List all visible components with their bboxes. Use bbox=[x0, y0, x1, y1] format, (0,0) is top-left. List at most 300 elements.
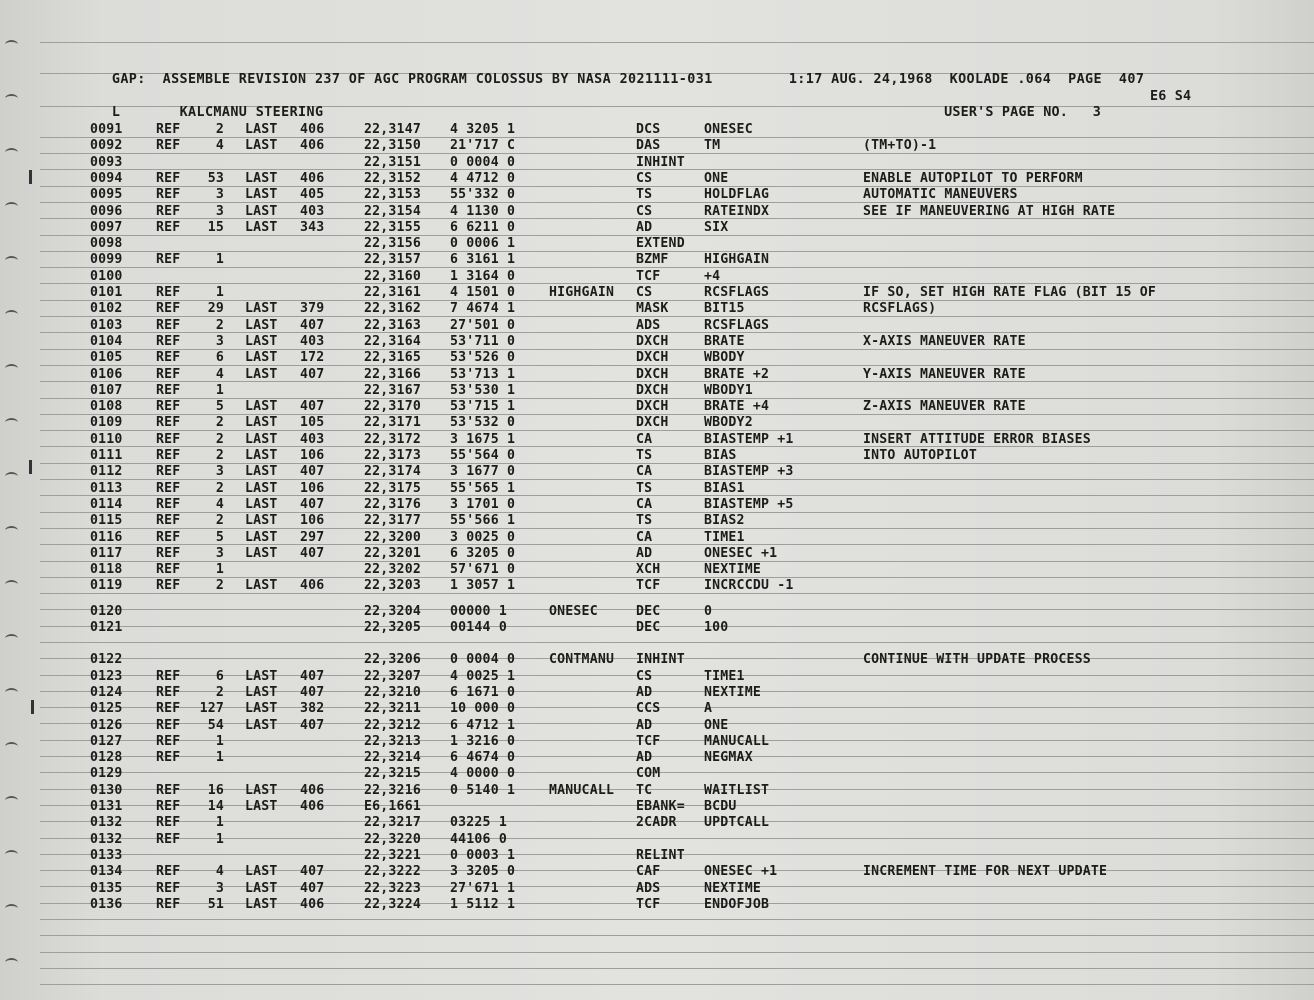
ref-count: 2 bbox=[215, 318, 224, 333]
address: 22,3161 bbox=[364, 285, 421, 300]
octal-word: 3 3205 0 bbox=[450, 864, 516, 879]
opcode: XCH bbox=[636, 562, 661, 577]
ref-keyword: REF bbox=[156, 350, 181, 365]
seq-number: 0113 bbox=[90, 481, 123, 496]
ref-count: 1 bbox=[215, 252, 224, 267]
octal-word: 4 3205 1 bbox=[450, 122, 516, 137]
address: 22,3221 bbox=[364, 848, 421, 863]
ref-keyword: REF bbox=[156, 864, 181, 879]
address: 22,3215 bbox=[364, 766, 421, 781]
last-keyword: LAST bbox=[245, 448, 278, 463]
seq-number: 0128 bbox=[90, 750, 123, 765]
ref-count: 54 bbox=[207, 718, 224, 733]
opcode: CS bbox=[636, 204, 653, 219]
seq-number: 0096 bbox=[90, 204, 123, 219]
ref-keyword: REF bbox=[156, 138, 181, 153]
ref-keyword: REF bbox=[156, 432, 181, 447]
ref-keyword: REF bbox=[156, 897, 181, 912]
address: E6,1661 bbox=[364, 799, 421, 814]
last-keyword: LAST bbox=[245, 530, 278, 545]
seq-number: 0103 bbox=[90, 318, 123, 333]
symbol-label: CONTMANU bbox=[549, 652, 615, 667]
ruled-line bbox=[40, 984, 1314, 985]
seq-number: 0104 bbox=[90, 334, 123, 349]
seq-number: 0117 bbox=[90, 546, 123, 561]
opcode: CA bbox=[636, 497, 653, 512]
last-page: 382 bbox=[300, 701, 325, 716]
ruled-line bbox=[40, 707, 1314, 708]
opcode: DXCH bbox=[636, 383, 669, 398]
opcode: DEC bbox=[636, 604, 661, 619]
opcode: TCF bbox=[636, 897, 661, 912]
address: 22,3223 bbox=[364, 881, 421, 896]
operand: BCDU bbox=[704, 799, 737, 814]
ruled-line bbox=[40, 349, 1314, 350]
last-page: 407 bbox=[300, 864, 325, 879]
ref-keyword: REF bbox=[156, 578, 181, 593]
operand: ONE bbox=[704, 171, 729, 186]
last-keyword: LAST bbox=[245, 122, 278, 137]
opcode: CA bbox=[636, 432, 653, 447]
operand: ONESEC bbox=[704, 122, 753, 137]
address: 22,3167 bbox=[364, 383, 421, 398]
ref-count: 15 bbox=[207, 220, 224, 235]
ruled-line bbox=[40, 691, 1314, 692]
comment: Z-AXIS MANEUVER RATE bbox=[863, 399, 1026, 414]
address: 22,3156 bbox=[364, 236, 421, 251]
operand: TM bbox=[704, 138, 721, 153]
last-keyword: LAST bbox=[245, 432, 278, 447]
opcode: DXCH bbox=[636, 415, 669, 430]
octal-word: 27'671 1 bbox=[450, 881, 516, 896]
octal-word: 53'532 0 bbox=[450, 415, 516, 430]
ruled-line bbox=[40, 365, 1314, 366]
seq-number: 0102 bbox=[90, 301, 123, 316]
seq-number: 0112 bbox=[90, 464, 123, 479]
ref-keyword: REF bbox=[156, 301, 181, 316]
opcode: TS bbox=[636, 448, 653, 463]
seq-number: 0119 bbox=[90, 578, 123, 593]
ref-keyword: REF bbox=[156, 122, 181, 137]
operand: BIASTEMP +1 bbox=[704, 432, 794, 447]
operand: WBODY2 bbox=[704, 415, 753, 430]
comment: INCREMENT TIME FOR NEXT UPDATE bbox=[863, 864, 1108, 879]
address: 22,3157 bbox=[364, 252, 421, 267]
address: 22,3175 bbox=[364, 481, 421, 496]
opcode: CCS bbox=[636, 701, 661, 716]
page-number: 407 bbox=[1118, 72, 1145, 87]
address: 22,3152 bbox=[364, 171, 421, 186]
last-page: 172 bbox=[300, 350, 325, 365]
ref-keyword: REF bbox=[156, 815, 181, 830]
binder-hole bbox=[5, 40, 18, 49]
ref-count: 3 bbox=[215, 334, 224, 349]
ref-count: 5 bbox=[215, 530, 224, 545]
ref-count: 2 bbox=[215, 122, 224, 137]
address: 22,3170 bbox=[364, 399, 421, 414]
address: 22,3213 bbox=[364, 734, 421, 749]
last-keyword: LAST bbox=[245, 334, 278, 349]
binder-hole bbox=[5, 526, 18, 535]
ruled-line bbox=[40, 740, 1314, 741]
address: 22,3200 bbox=[364, 530, 421, 545]
binder-hole bbox=[5, 364, 18, 373]
last-keyword: LAST bbox=[245, 301, 278, 316]
ref-count: 1 bbox=[215, 832, 224, 847]
octal-word: 4 4712 0 bbox=[450, 171, 516, 186]
last-page: 407 bbox=[300, 669, 325, 684]
opcode: TS bbox=[636, 481, 653, 496]
ruled-line bbox=[40, 137, 1314, 138]
operand: ONESEC +1 bbox=[704, 864, 778, 879]
operand: BIAS bbox=[704, 448, 737, 463]
address: 22,3217 bbox=[364, 815, 421, 830]
operand: NEGMAX bbox=[704, 750, 753, 765]
operand: +4 bbox=[704, 269, 721, 284]
octal-word: 1 3164 0 bbox=[450, 269, 516, 284]
opcode: TS bbox=[636, 187, 653, 202]
ruled-line bbox=[40, 430, 1314, 431]
address: 22,3164 bbox=[364, 334, 421, 349]
operand: NEXTIME bbox=[704, 562, 761, 577]
ruled-line bbox=[40, 414, 1314, 415]
seq-number: 0131 bbox=[90, 799, 123, 814]
ruled-line bbox=[40, 544, 1314, 545]
operand: BIAS2 bbox=[704, 513, 745, 528]
last-page: 407 bbox=[300, 367, 325, 382]
address: 22,3163 bbox=[364, 318, 421, 333]
ref-keyword: REF bbox=[156, 799, 181, 814]
ruled-line bbox=[40, 675, 1314, 676]
ruled-line bbox=[40, 968, 1314, 969]
ref-count: 2 bbox=[215, 513, 224, 528]
address: 22,3165 bbox=[364, 350, 421, 365]
address: 22,3216 bbox=[364, 783, 421, 798]
octal-word: 4 1130 0 bbox=[450, 204, 516, 219]
ruled-line bbox=[40, 609, 1314, 610]
opcode: ADS bbox=[636, 881, 661, 896]
ruled-line bbox=[40, 186, 1314, 187]
ruled-line bbox=[40, 593, 1314, 594]
ref-count: 2 bbox=[215, 415, 224, 430]
octal-word: 0 5140 1 bbox=[450, 783, 516, 798]
binder-hole bbox=[5, 148, 18, 157]
octal-word: 3 1677 0 bbox=[450, 464, 516, 479]
last-keyword: LAST bbox=[245, 685, 278, 700]
opcode: AD bbox=[636, 718, 653, 733]
ref-keyword: REF bbox=[156, 481, 181, 496]
seq-number: 0132 bbox=[90, 832, 123, 847]
opcode: AD bbox=[636, 685, 653, 700]
seq-number: 0093 bbox=[90, 155, 123, 170]
octal-word: 1 3057 1 bbox=[450, 578, 516, 593]
octal-word: 0 0004 0 bbox=[450, 155, 516, 170]
line-prefix: L bbox=[111, 105, 121, 120]
last-page: 403 bbox=[300, 204, 325, 219]
ref-keyword: REF bbox=[156, 685, 181, 700]
seq-number: 0134 bbox=[90, 864, 123, 879]
assembler-name: KOOLADE .064 bbox=[949, 72, 1052, 87]
operand: ONESEC +1 bbox=[704, 546, 778, 561]
ruled-line bbox=[40, 838, 1314, 839]
ref-keyword: REF bbox=[156, 783, 181, 798]
opcode: AD bbox=[636, 220, 653, 235]
address: 22,3172 bbox=[364, 432, 421, 447]
last-page: 407 bbox=[300, 718, 325, 733]
last-keyword: LAST bbox=[245, 881, 278, 896]
comment: (TM+TO)-1 bbox=[863, 138, 937, 153]
binder-hole bbox=[5, 904, 18, 913]
binder-hole bbox=[5, 202, 18, 211]
ref-count: 51 bbox=[207, 897, 224, 912]
address: 22,3203 bbox=[364, 578, 421, 593]
ref-count: 4 bbox=[215, 138, 224, 153]
program-title: GAP: ASSEMBLE REVISION 237 OF AGC PROGRAM COLOSSUS BY NASA 2021111-031 bbox=[111, 72, 713, 87]
octal-word: 27'501 0 bbox=[450, 318, 516, 333]
operand: 0 bbox=[704, 604, 713, 619]
operand: RCSFLAGS bbox=[704, 285, 770, 300]
ruled-line bbox=[40, 332, 1314, 333]
last-keyword: LAST bbox=[245, 318, 278, 333]
last-keyword: LAST bbox=[245, 204, 278, 219]
address: 22,3155 bbox=[364, 220, 421, 235]
seq-number: 0108 bbox=[90, 399, 123, 414]
user-page-info bbox=[911, 89, 1101, 137]
operand: BIAS1 bbox=[704, 481, 745, 496]
symbol-label: MANUCALL bbox=[549, 783, 615, 798]
address: 22,3162 bbox=[364, 301, 421, 316]
octal-word: 03225 1 bbox=[450, 815, 507, 830]
binder-hole bbox=[5, 580, 18, 589]
ruled-line bbox=[40, 218, 1314, 219]
octal-word: 6 4712 1 bbox=[450, 718, 516, 733]
operand: INCRCCDU -1 bbox=[704, 578, 794, 593]
address: 22,3171 bbox=[364, 415, 421, 430]
comment: CONTINUE WITH UPDATE PROCESS bbox=[863, 652, 1091, 667]
ref-keyword: REF bbox=[156, 367, 181, 382]
seq-number: 0121 bbox=[90, 620, 123, 635]
seq-number: 0107 bbox=[90, 383, 123, 398]
opcode: INHINT bbox=[636, 652, 685, 667]
seq-number: 0136 bbox=[90, 897, 123, 912]
opcode: DCS bbox=[636, 122, 661, 137]
octal-word: 53'713 1 bbox=[450, 367, 516, 382]
operand: NEXTIME bbox=[704, 685, 761, 700]
ref-keyword: REF bbox=[156, 881, 181, 896]
ref-count: 3 bbox=[215, 204, 224, 219]
address: 22,3174 bbox=[364, 464, 421, 479]
seq-number: 0120 bbox=[90, 604, 123, 619]
seq-number: 0124 bbox=[90, 685, 123, 700]
opcode: TCF bbox=[636, 578, 661, 593]
ref-keyword: REF bbox=[156, 513, 181, 528]
last-page: 407 bbox=[300, 464, 325, 479]
address: 22,3151 bbox=[364, 155, 421, 170]
octal-word: 7 4674 1 bbox=[450, 301, 516, 316]
opcode: 2CADR bbox=[636, 815, 677, 830]
last-page: 406 bbox=[300, 799, 325, 814]
ref-count: 2 bbox=[215, 578, 224, 593]
seq-number: 0106 bbox=[90, 367, 123, 382]
operand: NEXTIME bbox=[704, 881, 761, 896]
address: 22,3154 bbox=[364, 204, 421, 219]
seq-number: 0116 bbox=[90, 530, 123, 545]
last-keyword: LAST bbox=[245, 464, 278, 479]
ref-keyword: REF bbox=[156, 334, 181, 349]
comment: INTO AUTOPILOT bbox=[863, 448, 977, 463]
ref-keyword: REF bbox=[156, 204, 181, 219]
last-page: 407 bbox=[300, 497, 325, 512]
seq-number: 0110 bbox=[90, 432, 123, 447]
seq-number: 0127 bbox=[90, 734, 123, 749]
binder-hole bbox=[5, 742, 18, 751]
last-page: 405 bbox=[300, 187, 325, 202]
seq-number: 0115 bbox=[90, 513, 123, 528]
last-page: 106 bbox=[300, 448, 325, 463]
ref-count: 2 bbox=[215, 481, 224, 496]
binder-hole bbox=[5, 472, 18, 481]
seq-number: 0130 bbox=[90, 783, 123, 798]
last-page: 406 bbox=[300, 171, 325, 186]
octal-word: 0 0003 1 bbox=[450, 848, 516, 863]
binder-hole bbox=[5, 958, 18, 967]
ref-count: 3 bbox=[215, 546, 224, 561]
octal-word: 53'530 1 bbox=[450, 383, 516, 398]
ref-count: 3 bbox=[215, 881, 224, 896]
operand: WBODY bbox=[704, 350, 745, 365]
last-keyword: LAST bbox=[245, 399, 278, 414]
address: 22,3222 bbox=[364, 864, 421, 879]
ruled-line bbox=[40, 267, 1314, 268]
ruled-line bbox=[40, 935, 1314, 936]
octal-word: 55'566 1 bbox=[450, 513, 516, 528]
opcode: DXCH bbox=[636, 399, 669, 414]
address: 22,3176 bbox=[364, 497, 421, 512]
ruled-line bbox=[40, 528, 1314, 529]
ref-count: 1 bbox=[215, 815, 224, 830]
last-keyword: LAST bbox=[245, 367, 278, 382]
address: 22,3210 bbox=[364, 685, 421, 700]
margin-mark bbox=[31, 700, 34, 714]
ruled-line bbox=[40, 446, 1314, 447]
print-datetime: 1:17 AUG. 24,1968 bbox=[788, 72, 933, 87]
ruled-line bbox=[40, 919, 1314, 920]
comment: X-AXIS MANEUVER RATE bbox=[863, 334, 1026, 349]
last-page: 406 bbox=[300, 122, 325, 137]
ruled-line bbox=[40, 789, 1314, 790]
opcode: MASK bbox=[636, 301, 669, 316]
ref-count: 2 bbox=[215, 448, 224, 463]
ruled-line bbox=[40, 903, 1314, 904]
section-title: KALCMANU STEERING bbox=[179, 105, 324, 120]
address: 22,3214 bbox=[364, 750, 421, 765]
comment: IF SO, SET HIGH RATE FLAG (BIT 15 OF bbox=[863, 285, 1157, 300]
last-page: 406 bbox=[300, 783, 325, 798]
address: 22,3204 bbox=[364, 604, 421, 619]
ruled-line bbox=[40, 723, 1314, 724]
ref-keyword: REF bbox=[156, 252, 181, 267]
address: 22,3150 bbox=[364, 138, 421, 153]
ref-count: 6 bbox=[215, 350, 224, 365]
operand: WBODY1 bbox=[704, 383, 753, 398]
ref-keyword: REF bbox=[156, 530, 181, 545]
operand: BIT15 bbox=[704, 301, 745, 316]
seq-number: 0123 bbox=[90, 669, 123, 684]
operand: BRATE bbox=[704, 334, 745, 349]
seq-number: 0092 bbox=[90, 138, 123, 153]
octal-word: 1 3216 0 bbox=[450, 734, 516, 749]
ruled-line bbox=[40, 479, 1314, 480]
operand: HIGHGAIN bbox=[704, 252, 770, 267]
ruled-line bbox=[40, 381, 1314, 382]
octal-word: 3 1675 1 bbox=[450, 432, 516, 447]
seq-number: 0098 bbox=[90, 236, 123, 251]
ref-count: 16 bbox=[207, 783, 224, 798]
last-keyword: LAST bbox=[245, 578, 278, 593]
seq-number: 0118 bbox=[90, 562, 123, 577]
operand: SIX bbox=[704, 220, 729, 235]
last-page: 105 bbox=[300, 415, 325, 430]
ref-count: 29 bbox=[207, 301, 224, 316]
comment: AUTOMATIC MANEUVERS bbox=[863, 187, 1018, 202]
operand: HOLDFLAG bbox=[704, 187, 770, 202]
module-code: E6 S4 bbox=[1150, 89, 1192, 104]
seq-number: 0132 bbox=[90, 815, 123, 830]
seq-number: 0095 bbox=[90, 187, 123, 202]
seq-number: 0126 bbox=[90, 718, 123, 733]
binder-hole bbox=[5, 796, 18, 805]
octal-word: 00144 0 bbox=[450, 620, 507, 635]
last-keyword: LAST bbox=[245, 171, 278, 186]
octal-word: 6 3205 0 bbox=[450, 546, 516, 561]
octal-word: 55'564 0 bbox=[450, 448, 516, 463]
ruled-line bbox=[40, 870, 1314, 871]
last-page: 403 bbox=[300, 334, 325, 349]
octal-word: 53'526 0 bbox=[450, 350, 516, 365]
octal-word: 55'565 1 bbox=[450, 481, 516, 496]
seq-number: 0101 bbox=[90, 285, 123, 300]
ref-keyword: REF bbox=[156, 415, 181, 430]
octal-word: 6 6211 0 bbox=[450, 220, 516, 235]
comment: INSERT ATTITUDE ERROR BIASES bbox=[863, 432, 1091, 447]
last-page: 106 bbox=[300, 513, 325, 528]
ref-count: 1 bbox=[215, 562, 224, 577]
address: 22,3153 bbox=[364, 187, 421, 202]
ref-count: 2 bbox=[215, 432, 224, 447]
ref-keyword: REF bbox=[156, 546, 181, 561]
last-page: 403 bbox=[300, 432, 325, 447]
octal-word: 00000 1 bbox=[450, 604, 507, 619]
last-keyword: LAST bbox=[245, 350, 278, 365]
ruled-line bbox=[40, 202, 1314, 203]
seq-number: 0094 bbox=[90, 171, 123, 186]
ref-count: 2 bbox=[215, 685, 224, 700]
margin-mark bbox=[29, 170, 32, 184]
binder-hole bbox=[5, 256, 18, 265]
octal-word: 1 5112 1 bbox=[450, 897, 516, 912]
page-label: PAGE bbox=[1068, 72, 1102, 87]
octal-word: 3 1701 0 bbox=[450, 497, 516, 512]
address: 22,3224 bbox=[364, 897, 421, 912]
last-page: 406 bbox=[300, 578, 325, 593]
ref-keyword: REF bbox=[156, 399, 181, 414]
ruled-line bbox=[40, 42, 1314, 43]
symbol-label: ONESEC bbox=[549, 604, 598, 619]
address: 22,3160 bbox=[364, 269, 421, 284]
last-page: 407 bbox=[300, 399, 325, 414]
operand: ONE bbox=[704, 718, 729, 733]
last-keyword: LAST bbox=[245, 669, 278, 684]
